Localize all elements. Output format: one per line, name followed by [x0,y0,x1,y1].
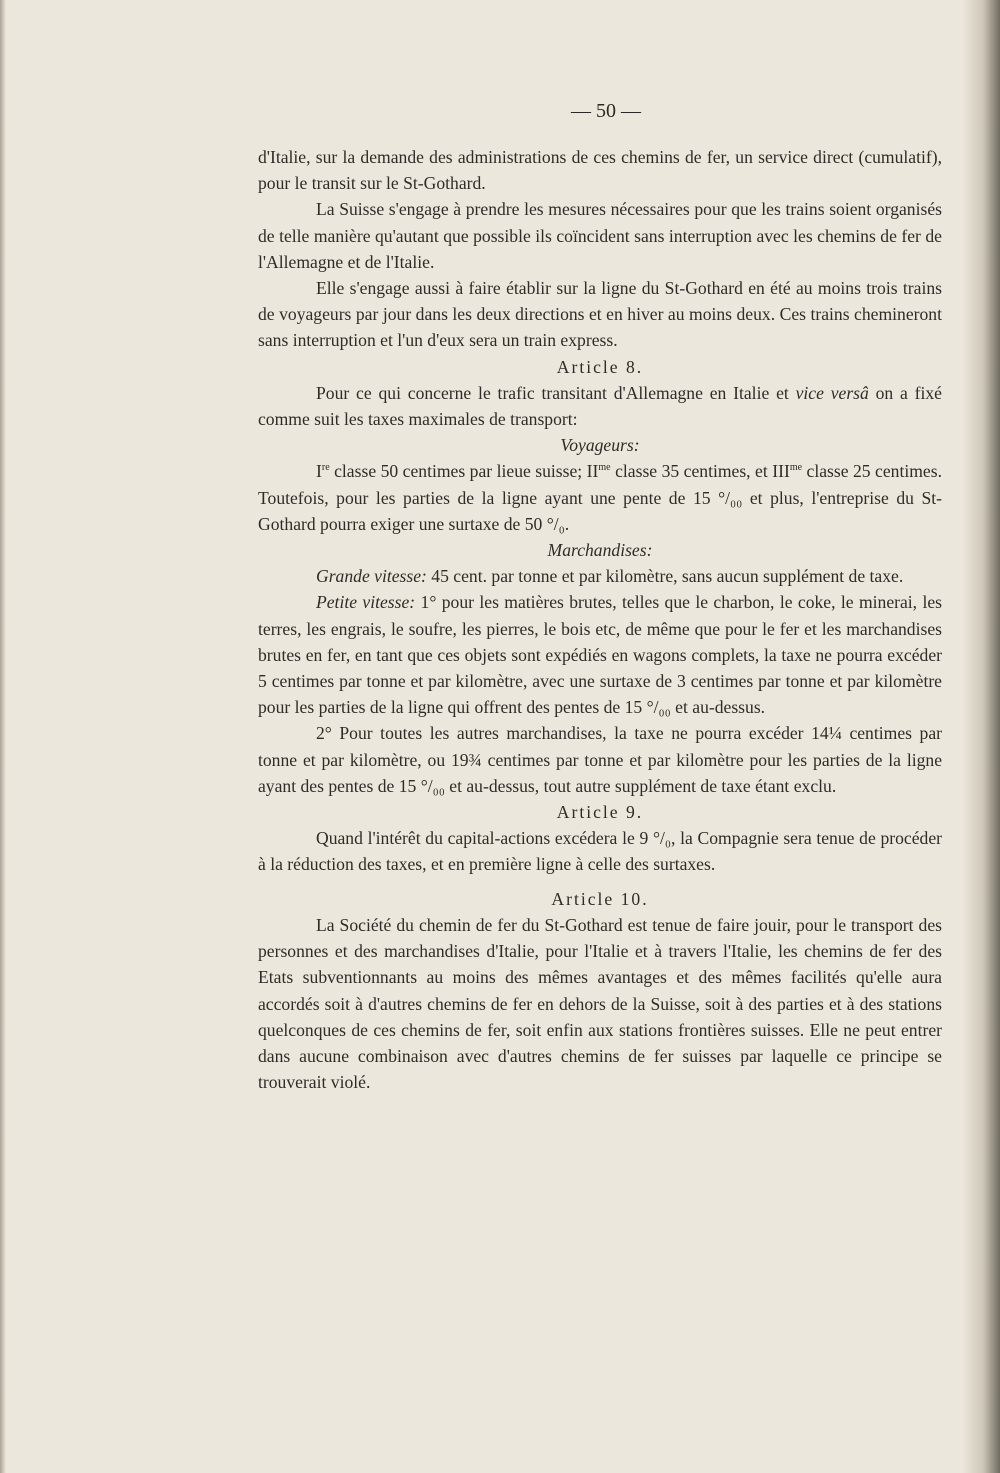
paragraph-trains-voyageurs: Elle s'engage aussi à faire établir sur la ligne du St-Gothard en été au moins trois trains de voyageurs par jour dans les deux directions et en hiver au moins deux. Ces trains chemineront sans interruption et l'un d'eux sera un train express. [258,278,942,351]
paragraph-interet: Quand l'intérêt du capital-actions excédera le 9 °/₀, la Compagnie sera tenue de procéder à la réduction des taxes, et en première ligne à celle des surtaxes. [258,828,942,875]
paragraph-continuation: d'Italie, sur la demande des administrations de ces chemins de fer, un service direct (cumulatif), pour le transit sur le St-Gothard. [258,147,942,194]
class-3-text: classe 35 centimes, et III [610,461,790,482]
grande-vitesse-label: Grande vitesse: [316,566,427,587]
paragraph-trains-organisation: La Suisse s'engage à prendre les mesures nécessaires pour que les trains soient organisés de telle manière qu'autant que possible ils coïncident sans interruption avec les chemins de fer de l'Allemagne et de l'Italie. [258,199,942,272]
page-number: — 50 — [571,100,641,122]
paragraph-autres-marchandises: 2° Pour toutes les autres marchandises, la taxe ne pourra excéder 14¼ centimes par tonne et par kilomètre, ou 19¾ centimes par tonne et par kilomètre pour les parties de la ligne ayant des pentes de 15 °/₀₀ et au-dessus, tout autre supplément de taxe étant exclu. [258,723,942,796]
body-text [258,144,942,1095]
petite-vitesse-label: Petite vitesse: [316,592,416,613]
marchandises-heading [258,537,942,563]
paragraph-societe: La Société du chemin de fer du St-Gothard est tenue de faire jouir, pour le transport des personnes et des marchandises d'Italie, pour l'Italie et à travers l'Italie, les chemins de fer des Etats subventionnants au moins des mêmes avantages et des mêmes facilités qu'elle aura accordés soit à d'autres chemins de fer en dehors de la Suisse, soit à des parties et à des stations quelconques de ces chemins de fer, soit enfin aux stations frontières suisses. Elle ne peut entrer dans aucune combinaison avec d'autres chemins de fer suisses par laquelle ce principe se trouverait violé. [258,914,942,1093]
class-2-sup: me [598,462,611,474]
class-1-text: I [316,461,322,482]
voyageurs-heading [258,432,942,458]
class-3-sup: me [789,462,803,474]
voyageurs-heading-text: Voyageurs: [560,435,640,456]
vice-versa-italic: vice versâ [795,382,869,403]
paragraph-trafic-text-b: on a fixé comme suit les taxes maximales de transport: [258,382,942,430]
page-right-edge-shadow [962,0,1000,1473]
grande-vitesse-text: 45 cent. par tonne et par kilomètre, sans aucun supplément de taxe. [426,566,904,587]
marchandises-heading-text: Marchandises: [547,540,653,561]
class-2-text: classe 50 centimes par lieue suisse; II [329,461,599,482]
article-10-heading: Article 10. [551,888,649,909]
paragraph-petite-vitesse [258,589,942,720]
petite-vitesse-text: 1° pour les matières brutes, telles que le charbon, le coke, le minerai, les terres, les engrais, le soufre, les pierres, le bois etc, de même que pour le fer et les marchandises brutes en fer, en tant que ces objets sont expédiés en wagons complets, la taxe ne pourra excéder 5 centimes par tonne et par kilomètre, avec une surtaxe de 3 centimes par tonne et par kilomètre pour les parties de la ligne qui offrent des pentes de 15 °/₀₀ et au-dessus. [258,592,943,718]
classes-pente-text: classe 25 centimes. Toutefois, pour les parties de la ligne ayant une pente de 15 [258,461,942,508]
page-left-shadow [0,0,6,1473]
class-1-sup: re [321,462,330,474]
article-9-heading: Article 9. [556,802,644,823]
classes-surtaxe-text: et plus, l'entreprise du St-Gothard pourra exiger une surtaxe de 50 °/₀. [258,487,942,534]
article-8-heading: Article 8. [556,356,644,377]
paragraph-classes [258,458,942,537]
permil-sign: °/₀₀ [718,487,743,508]
paragraph-grande-vitesse [258,563,942,589]
paragraph-trafic-text-a: Pour ce qui concerne le trafic transitant d'Allemagne en Italie et [316,382,796,403]
paragraph-trafic [258,380,942,432]
